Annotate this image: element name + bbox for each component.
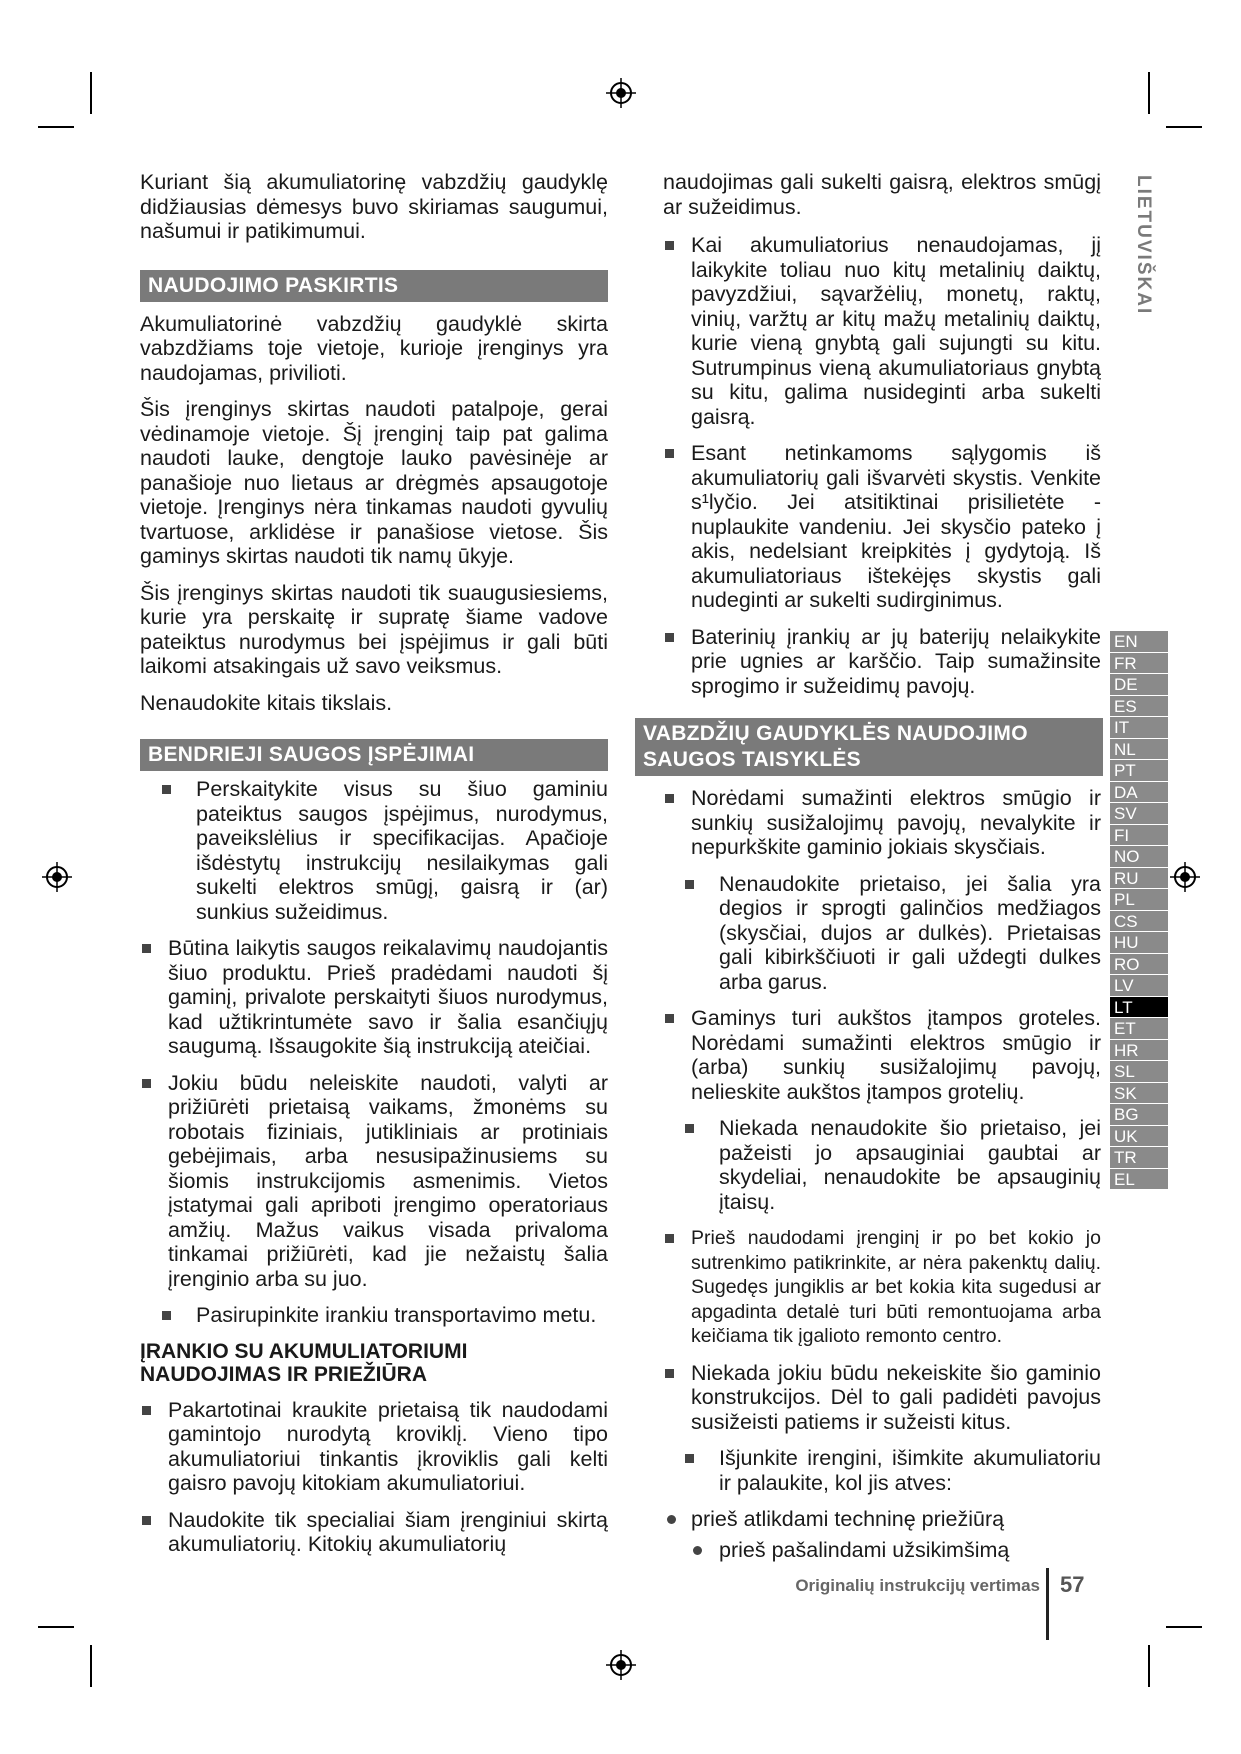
- list-item-text: Gaminys turi aukštos įtampos groteles. Norėdami sumažinti elektros smūgio ir (arba) sunkių susižalojimų pavojų, nelieskite aukštos įtampos grotelių.: [691, 1006, 1101, 1104]
- crop-mark: [90, 1645, 92, 1687]
- list-item: [140, 1303, 608, 1328]
- section-heading-intended-use: NAUDOJIMO PASKIRTIS: [140, 270, 608, 302]
- list-item-text: Pakartotinai kraukite prietaisą tik naudodami gamintojo nurodytą kroviklį. Vieno tipo akumuliatoriui tinkantis įkroviklis gali kelti gaisro pavojų kitokiam akumuliatoriui.: [168, 1397, 608, 1495]
- footer-divider: [1046, 1568, 1049, 1640]
- list-item: [663, 233, 1101, 429]
- sub-list-item: [663, 1507, 1101, 1532]
- page-number: 57: [1060, 1572, 1085, 1597]
- language-tab-nl: NL: [1110, 739, 1168, 761]
- language-tab-hr: HR: [1110, 1040, 1168, 1062]
- footer-text: Originalių instrukcijų vertimas: [795, 1576, 1040, 1595]
- bullet-square-icon: [162, 1311, 171, 1320]
- language-tab-lt-active: LT: [1110, 997, 1168, 1019]
- language-tab-pl: PL: [1110, 889, 1168, 911]
- language-tab-sk: SK: [1110, 1083, 1168, 1105]
- language-tab-en: EN: [1110, 631, 1168, 653]
- bullet-square-icon: [665, 449, 674, 458]
- list-item: [663, 441, 1101, 613]
- language-tab-hu: HU: [1110, 932, 1168, 954]
- registration-mark-icon: [1170, 862, 1200, 892]
- bullet-square-icon: [665, 633, 674, 642]
- language-tab-sv: SV: [1110, 803, 1168, 825]
- bullet-square-icon: [142, 1516, 151, 1525]
- registration-mark-icon: [606, 78, 636, 108]
- bullet-square-icon: [665, 1234, 674, 1243]
- language-tab-lv: LV: [1110, 975, 1168, 997]
- bullet-square-icon: [162, 785, 171, 794]
- language-tab-da: DA: [1110, 782, 1168, 804]
- bullet-square-icon: [142, 1079, 151, 1088]
- list-item-text: Baterinių įrankių ar jų baterijų nelaikykite prie ugnies ar karščio. Taip sumažinsite sprogimo ir sužeidimų pavojų.: [691, 624, 1101, 698]
- intro-paragraph: Kuriant šią akumuliatorinę vabzdžių gaudyklę didžiausias dėmesys buvo skiriamas saugumui, našumui ir patikimumui.: [140, 170, 608, 243]
- list-item: [140, 1508, 608, 1557]
- language-side-tab: LIETUVIŠKAI: [1133, 175, 1154, 316]
- sub-list-item: [663, 1538, 1101, 1563]
- paragraph: Šis įrenginys skirtas naudoti tik suaugusiesiems, kurie yra perskaitę ir supratę šiame vadove pateiktus nurodymus bei įspėjimus ir gali būti laikomi atsakingais už savo veiksmus.: [140, 580, 608, 678]
- list-item-text: Išjunkite irengini, išimkite akumuliatoriu ir palaukite, kol jis atves:: [719, 1446, 1101, 1495]
- bullet-square-icon: [665, 1014, 674, 1023]
- language-index: [1110, 631, 1168, 1190]
- list-item-text: Nenaudokite prietaiso, jei šalia yra degios ir sprogti galinčios medžiagos (skysčiai, dujos ar dulkės). Prietaisas gali kibirkščiuoti ir gali uždegti dulkes arba garus.: [719, 871, 1101, 994]
- list-item: [140, 777, 608, 924]
- continuation-paragraph: naudojimas gali sukelti gaisrą, elektros smūgį ar sužeidimus.: [663, 170, 1101, 219]
- bullet-square-icon: [685, 1124, 694, 1133]
- list-item-text: Esant netinkamoms sąlygomis iš akumuliatorių gali išvarvėti skystis. Venkite s¹lyčio. Jei atsitiktinai prisilietėte - nuplaukite vandeniu. Jei skysčio pateko į akis, nedelsiant kreipkitės į gydytoją. Iš akumuliatoriaus ištekėjęs skystis gali nudeginti ar sukelti sudirginimus.: [691, 441, 1101, 612]
- paragraph: Šis įrenginys skirtas naudoti patalpoje, gerai vėdinamoje vietoje. Šį įrenginį taip pat galima naudoti lauke, dengtoje lauko pavėsinėje ar panašioje nuo lietaus ar drėgmės apsaugotoje vietoje. Įrenginys nėra tinkamas naudoti gyvulių tvartuose, arklidėse ir panašiose vietose. Šis gaminys skirtas naudoti tik namų ūkyje.: [140, 397, 608, 568]
- list-item: [663, 1446, 1101, 1495]
- list-item: [140, 1071, 608, 1292]
- list-item-text: Pasirupinkite irankiu transportavimo metu.: [196, 1303, 597, 1327]
- language-tab-ru: RU: [1110, 868, 1168, 890]
- bullet-square-icon: [142, 1406, 151, 1415]
- sub-list-item-text: prieš pašalindami užsikimšimą: [719, 1537, 1010, 1562]
- section-heading-insect-trap-safety: VABZDŽIŲ GAUDYKLĖS NAUDOJIMO SAUGOS TAISYKLĖS: [635, 718, 1103, 776]
- list-item: [663, 1006, 1101, 1104]
- bullet-square-icon: [665, 1369, 674, 1378]
- bullet-square-icon: [665, 794, 674, 803]
- language-tab-sl: SL: [1110, 1061, 1168, 1083]
- section-heading-battery-tool: ĮRANKIO SU AKUMULIATORIUMI NAUDOJIMAS IR PRIEŽIŪRA: [140, 1339, 468, 1386]
- crop-mark: [38, 126, 74, 128]
- registration-mark-icon: [606, 1650, 636, 1680]
- list-item-text: Prieš naudodami įrenginį ir po bet kokio jo sutrenkimo patikrinkite, ar nėra pakenktų dalių. Sugedęs jungiklis ar bet kokia kita sugedusi ar apgadinta detalė turi būti remontuojama arba keičiama tik įgalioto remonto centro.: [691, 1227, 1101, 1347]
- crop-mark: [1166, 126, 1202, 128]
- list-item-text: Niekada jokiu būdu nekeiskite šio gaminio konstrukcijos. Dėl to gali padidėti pavojus susižeisti patiems ir sužeisti kitus.: [691, 1360, 1101, 1434]
- list-item-text: Jokiu būdu neleiskite naudoti, valyti ar prižiūrėti prietaisą vaikams, žmonėms su robotais fiziniais, jutikliniais ar protiniais gebėjimais, arba nesusipažinusiems su šiomis instrukcijomis asmenimis. Vietos įstatymai gali apriboti įrengimo operatoriaus amžių. Mažus vaikus visada privaloma tinkamai prižiūrėti, kad jie nežaistų šalia įrenginio arba su juo.: [168, 1070, 608, 1291]
- crop-mark: [1148, 1645, 1150, 1687]
- list-item: [663, 625, 1101, 699]
- crop-mark: [90, 72, 92, 114]
- crop-mark: [1166, 1626, 1202, 1628]
- left-column: [140, 170, 608, 1569]
- list-item-text: Kai akumuliatorius nenaudojamas, jį laikykite toliau nuo kitų metalinių daiktų, pavyzdžiui, sąvaržėlių, monetų, raktų, vinių, varžtų ar kitų mažų metalinių daiktų, kurie vieną gnybtą gali sujungti su kitu. Sutrumpinus vieną akumuliatoriaus gnybtą su kitu, galima nusideginti arba sukelti gaisrą.: [691, 233, 1101, 429]
- language-tab-pt: PT: [1110, 760, 1168, 782]
- language-tab-fr: FR: [1110, 653, 1168, 675]
- list-item: [663, 786, 1101, 860]
- section-heading-general-safety: BENDRIEJI SAUGOS ĮSPĖJIMAI: [140, 739, 608, 771]
- list-item: [663, 1361, 1101, 1435]
- language-tab-it: IT: [1110, 717, 1168, 739]
- bullet-dot-icon: [693, 1546, 702, 1555]
- bullet-square-icon: [685, 1454, 694, 1463]
- list-item-text: Būtina laikytis saugos reikalavimų naudojantis šiuo produktu. Prieš pradėdami naudoti šį gaminį, privalote perskaityti šiuos nurodymus, kad užtikrintumėte savo ir šalia esančiųjų saugumą. Išsaugokite šią instrukciją ateičiai.: [168, 936, 608, 1058]
- sub-list-item-text: prieš atlikdami techninę priežiūrą: [691, 1507, 1005, 1531]
- language-tab-no: NO: [1110, 846, 1168, 868]
- list-item-text: Norėdami sumažinti elektros smūgio ir sunkių susižalojimų pavojų, nevalykite ir nepurkškite gaminio jokiais skysčiais.: [691, 786, 1101, 859]
- crop-mark: [1148, 72, 1150, 114]
- language-tab-de: DE: [1110, 674, 1168, 696]
- language-tab-tr: TR: [1110, 1147, 1168, 1169]
- language-tab-fi: FI: [1110, 825, 1168, 847]
- language-tab-es: ES: [1110, 696, 1168, 718]
- right-column: [643, 170, 1101, 1568]
- language-tab-cs: CS: [1110, 911, 1168, 933]
- language-tab-et: ET: [1110, 1018, 1168, 1040]
- bullet-square-icon: [665, 241, 674, 250]
- list-item: [663, 1116, 1101, 1214]
- bullet-square-icon: [685, 880, 694, 889]
- language-tab-uk: UK: [1110, 1126, 1168, 1148]
- language-tab-bg: BG: [1110, 1104, 1168, 1126]
- bullet-square-icon: [142, 944, 151, 953]
- list-item: [140, 936, 608, 1059]
- list-item-text: Niekada nenaudokite šio prietaiso, jei pažeisti jo apsauginiai gaubtai ar skydeliai, nenaudokite be apsauginių įtaisų.: [719, 1116, 1101, 1214]
- list-item-text: Naudokite tik specialiai šiam įrenginiui skirtą akumuliatorių. Kitokių akumuliatorių: [168, 1507, 608, 1556]
- crop-mark: [38, 1626, 74, 1628]
- bullet-dot-icon: [667, 1515, 676, 1524]
- list-item-text: Perskaitykite visus su šiuo gaminiu pateiktus saugos įspėjimus, nurodymus, paveikslėlius ir specifikacijas. Apačioje išdėstytų instrukcijų nesilaikymas gali sukelti elektros smūgį, gaisrą ir (ar) sunkius sužeidimus.: [196, 777, 608, 924]
- language-tab-ro: RO: [1110, 954, 1168, 976]
- registration-mark-icon: [42, 862, 72, 892]
- list-item: [663, 872, 1101, 995]
- paragraph: Akumuliatorinė vabzdžių gaudyklė skirta vabzdžiams toje vietoje, kurioje įrenginys yra naudojamas, privilioti.: [140, 311, 608, 385]
- paragraph: Nenaudokite kitais tikslais.: [140, 690, 393, 715]
- list-item: [140, 1398, 608, 1496]
- language-tab-el: EL: [1110, 1169, 1168, 1191]
- list-item: [663, 1226, 1101, 1349]
